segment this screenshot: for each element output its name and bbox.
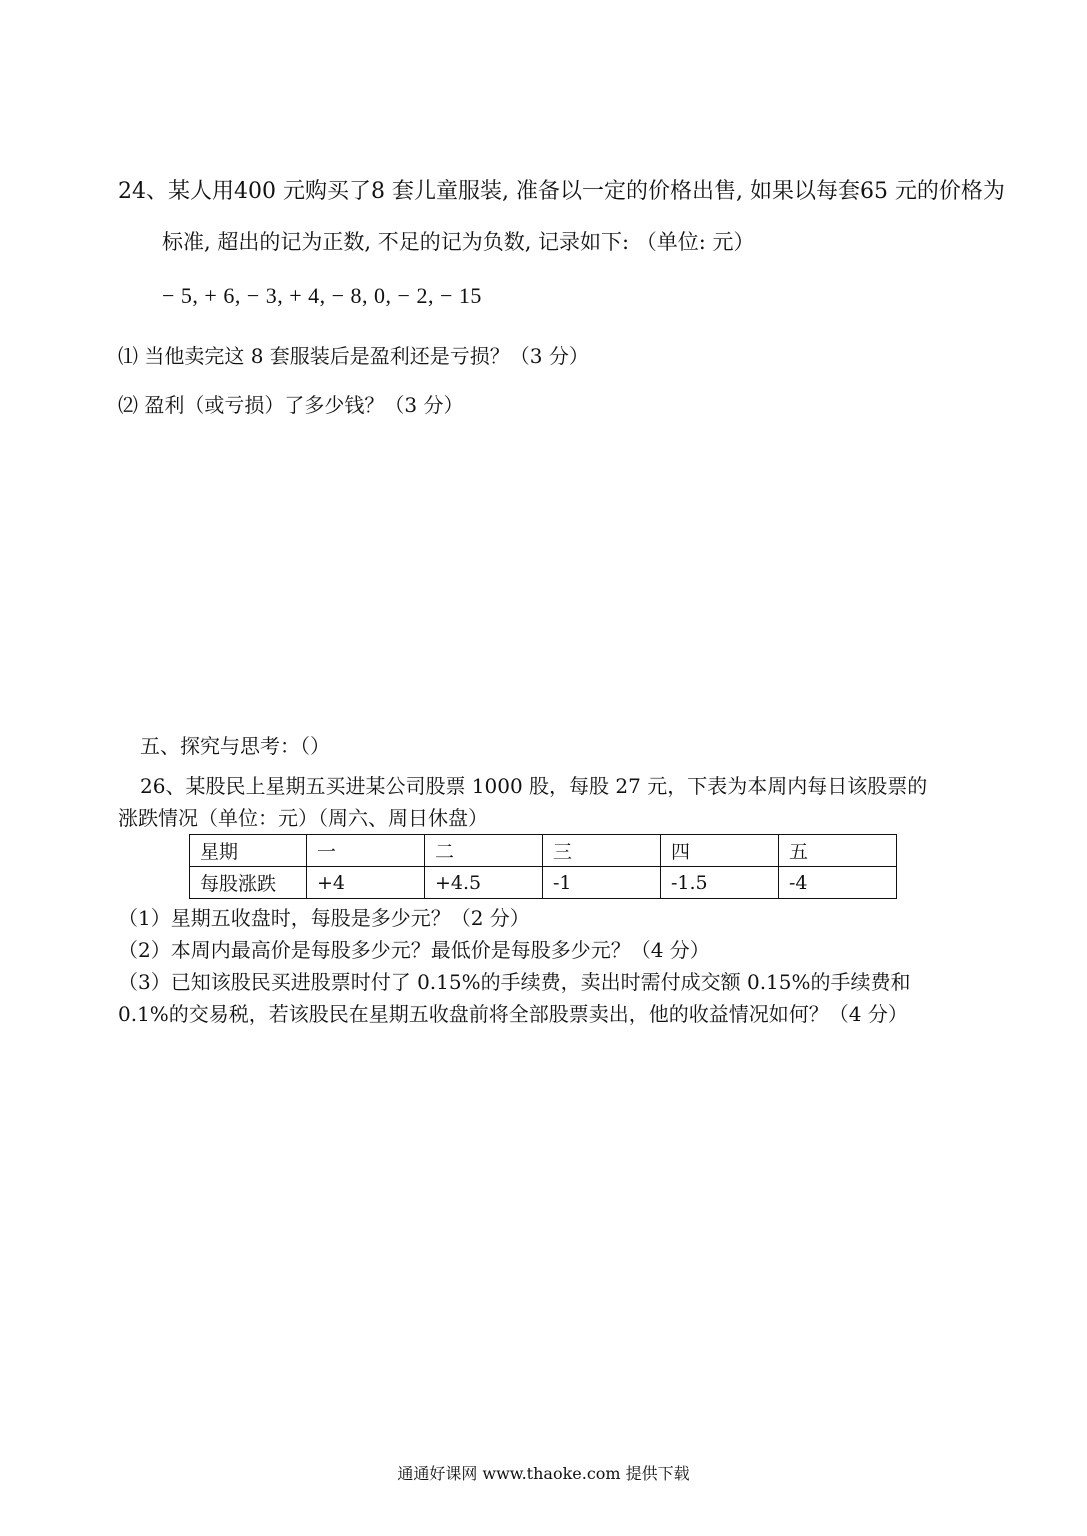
table-header-change: 每股涨跌 xyxy=(190,867,307,899)
question-24-recorded-values: − 5, + 6, − 3, + 4, − 8, 0, − 2, − 15 xyxy=(162,283,482,308)
section-5-heading: 五、探究与思考：（） xyxy=(140,734,330,758)
table-cell-change-thu: -1.5 xyxy=(661,867,779,899)
question-26-part-1: （1）星期五收盘时，每股是多少元？（2 分） xyxy=(118,906,530,930)
table-row-change xyxy=(190,867,897,899)
table-row-weekday xyxy=(190,835,897,867)
question-26-part-3-line-2: 0.1%的交易税，若该股民在星期五收盘前将全部股票卖出，他的收益情况如何？（4 分） xyxy=(118,1002,908,1026)
table-header-weekday: 星期 xyxy=(190,835,307,867)
question-26-text-line-1: 26、某股民上星期五买进某公司股票 1000 股，每股 27 元，下表为本周内每日该股票的 xyxy=(140,774,928,798)
table-cell-change-tue: +4.5 xyxy=(425,867,543,899)
table-cell-day-fri: 五 xyxy=(779,835,897,867)
table-cell-day-thu: 四 xyxy=(661,835,779,867)
table-cell-change-fri: -4 xyxy=(779,867,897,899)
table-cell-day-wed: 三 xyxy=(543,835,661,867)
question-26-part-2: （2）本周内最高价是每股多少元？最低价是每股多少元？（4 分） xyxy=(118,938,710,962)
question-24-text-line-2: 标准, 超出的记为正数, 不足的记为负数, 记录如下: （单位: 元） xyxy=(162,230,755,254)
table-cell-change-wed: -1 xyxy=(543,867,661,899)
question-24-part-1: ⑴ 当他卖完这 8 套服装后是盈利还是亏损？（3 分） xyxy=(118,344,589,368)
question-24-text-line-1: 24、某人用400 元购买了8 套儿童服装, 准备以一定的价格出售, 如果以每套65 元的价格为 xyxy=(118,179,1005,204)
stock-change-table xyxy=(189,834,897,899)
table-cell-day-tue: 二 xyxy=(425,835,543,867)
table-cell-day-mon: 一 xyxy=(307,835,425,867)
question-26-text-line-2: 涨跌情况（单位：元）（周六、周日休盘） xyxy=(118,806,488,830)
table-cell-change-mon: +4 xyxy=(307,867,425,899)
page-footer: 通通好课网 www.thaoke.com 提供下载 xyxy=(397,1464,690,1483)
question-24-part-2: ⑵ 盈利（或亏损）了多少钱？（3 分） xyxy=(118,393,464,417)
question-26-part-3-line-1: （3）已知该股民买进股票时付了 0.15%的手续费，卖出时需付成交额 0.15%的手续费和 xyxy=(118,970,911,994)
